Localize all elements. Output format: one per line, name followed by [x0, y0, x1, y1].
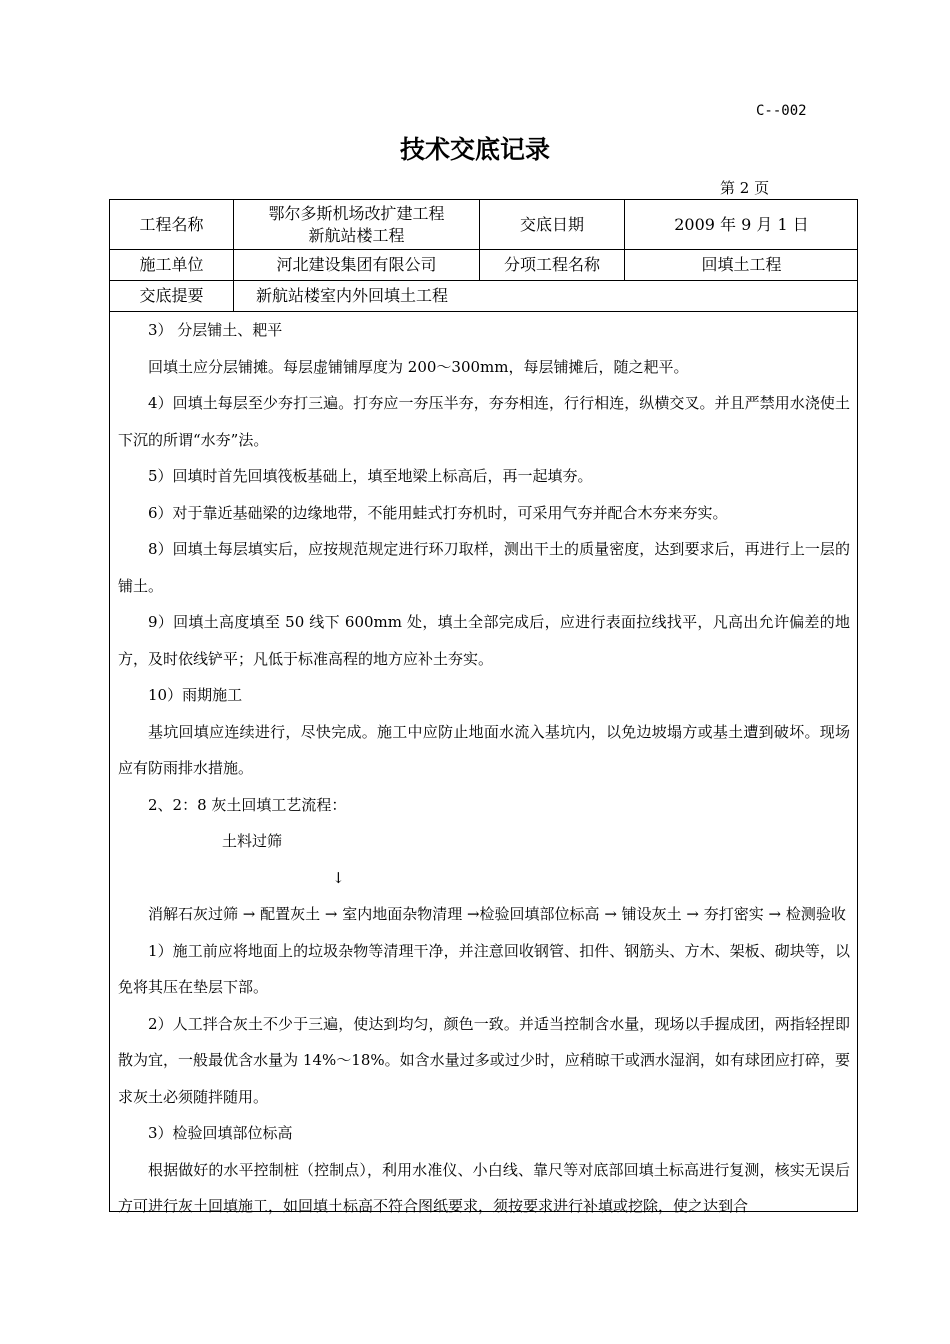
body-paragraph: 3）检验回填部位标高 [148, 1124, 293, 1142]
body-paragraph: 基坑回填应连续进行，尽快完成。施工中应防止地面水流入基坑内，以免边坡塌方或基土遭到破坏。现场应有防雨排水措施。 [118, 722, 850, 777]
record-sheet [109, 199, 858, 1215]
body-paragraph: 2）人工拌合灰土不少于三遍，使达到均匀，颜色一致。并适当控制含水量，现场以手握成团，两指轻捏即散为宜，一般最优含水量为 14%～18%。如含水量过多或过少时，应稍晾干或洒水湿润，如有球团应打碎，要求灰土必须随拌随用。 [118, 1014, 850, 1106]
body-paragraph: 回填土应分层铺摊。每层虚铺铺厚度为 200～300mm，每层铺摊后，随之耙平。 [148, 357, 689, 376]
body-paragraph: 2、2：8 灰土回填工艺流程： [148, 795, 347, 814]
body-paragraph: 1）施工前应将地面上的垃圾杂物等清理干净，并注意回收钢管、扣件、钢筋头、方木、架板、砌块等，以免将其压在垫层下部。 [118, 941, 850, 996]
body-paragraph: 5）回填时首先回填筏板基础上，填至地梁上标高后，再一起填夯。 [148, 467, 593, 485]
subitem-label: 分项工程名称 [503, 255, 600, 274]
summary-label: 交底提要 [139, 286, 204, 305]
project-name-line2: 新航站楼工程 [308, 225, 405, 245]
body-paragraph: 6）对于靠近基础梁的边缘地带，不能用蛙式打夯机时，可采用气夯并配合木夯来夯实。 [148, 503, 728, 522]
flow-chain: 消解石灰过筛 → 配置灰土 → 室内地面杂物清理 →检验回填部位标高 → 铺设灰土 → 夯打密实 → 检测验收 [148, 905, 846, 923]
project-name-cell [234, 200, 479, 249]
body-paragraph: 3） 分层铺土、耙平 [148, 321, 283, 339]
body-paragraph: 9）回填土高度填至 50 线下 600mm 处，填土全部完成后，应进行表面拉线找平，凡高出允许偏差的地方，及时依线铲平；凡低于标准高程的地方应补土夯实。 [118, 613, 850, 668]
summary-value: 新航站楼室内外回填土工程 [256, 286, 449, 305]
body-paragraph: 4）回填土每层至少夯打三遍。打夯应一夯压半夯，夯夯相连，行行相连，纵横交叉。并且严禁用水浇使土下沉的所谓“水夯”法。 [118, 394, 850, 449]
form-code: C--002 [756, 103, 807, 119]
body-paragraph: 根据做好的水平控制桩（控制点），利用水准仪、小白线、靠尺等对底部回填土标高进行复测，核实无误后方可进行灰土回填施工，如回填土标高不符合图纸要求，须按要求进行补填或挖除，使之达到合 [118, 1160, 850, 1215]
body-paragraph: 8）回填土每层填实后，应按规范规定进行环刀取样，测出干土的质量密度，达到要求后，再进行上一层的铺土。 [118, 540, 850, 595]
flow-arrow-down: ↓ [332, 868, 345, 887]
date-label: 交底日期 [519, 214, 584, 234]
contractor-value: 河北建设集团有限公司 [276, 255, 437, 274]
flow-step-sieving: 土料过筛 [222, 832, 283, 850]
page-number: 第 2 页 [720, 179, 770, 197]
project-name-label: 工程名称 [139, 214, 204, 234]
contractor-label: 施工单位 [139, 255, 204, 274]
body-paragraph: 10）雨期施工 [148, 686, 243, 704]
date-value: 2009 年 9 月 1 日 [674, 214, 809, 234]
disclosure-body [118, 312, 850, 1225]
document-title: 技术交底记录 [399, 135, 550, 164]
subitem-value: 回填土工程 [701, 255, 782, 274]
project-name-line1: 鄂尔多斯机场改扩建工程 [268, 203, 445, 223]
